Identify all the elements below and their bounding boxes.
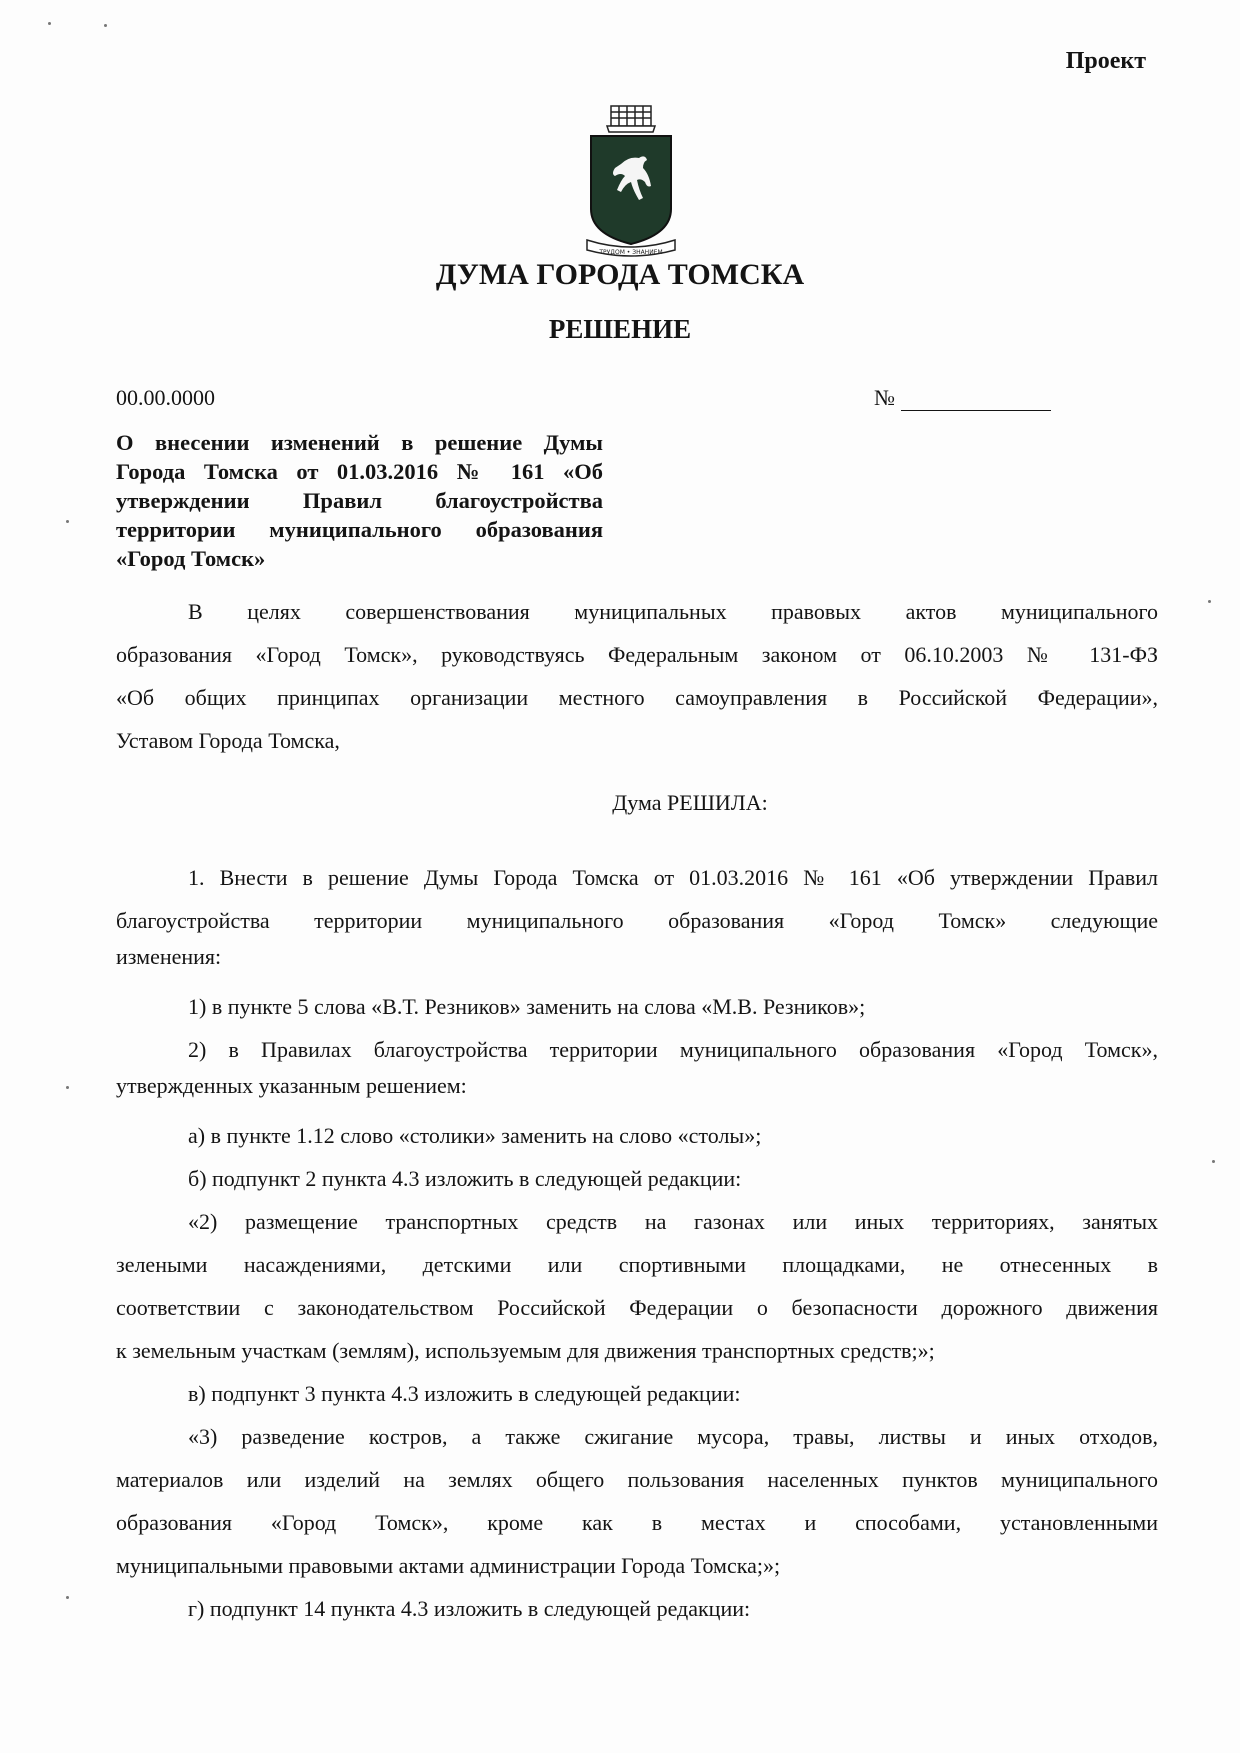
preamble-paragraph: [116, 590, 1158, 762]
text-line: образования «Город Томск», руководствуясь Федеральным законом от 06.10.2003 № 131-ФЗ: [116, 642, 1158, 667]
scan-speck: [104, 24, 107, 27]
text-line: г) подпункт 14 пункта 4.3 изложить в следующей редакции:: [188, 1596, 751, 1621]
decided-label: Дума РЕШИЛА:: [612, 790, 768, 815]
subject-line: территории муниципального образования: [116, 517, 603, 542]
text-line: зелеными насаждениями, детскими или спортивными площадками, не отнесенных в: [116, 1252, 1158, 1277]
item-1-2-paragraph: [116, 1028, 1158, 1101]
scan-speck: [66, 520, 69, 523]
emblem-ribbon-text: ТРУДОМ • ЗНАНИЕМ: [599, 249, 663, 256]
subject-line: утверждении Правил благоустройства: [116, 488, 603, 513]
item-b-text-paragraph: [116, 1200, 1158, 1372]
item-v-paragraph: [116, 1372, 1158, 1415]
text-line: материалов или изделий на землях общего пользования населенных пунктов муниципального: [116, 1467, 1158, 1492]
text-line: изменения:: [116, 944, 222, 969]
subject-line: О внесении изменений в решение Думы: [116, 430, 603, 455]
text-line: в) подпункт 3 пункта 4.3 изложить в следующей редакции:: [188, 1381, 741, 1406]
text-line: В целях совершенствования муниципальных правовых актов муниципального: [188, 599, 1158, 624]
text-line: благоустройства территории муниципального образования «Город Томск» следующие: [116, 908, 1158, 933]
subject-line: Города Томска от 01.03.2016 № 161 «Об: [116, 459, 603, 484]
item-g-paragraph: [116, 1587, 1158, 1630]
item-a-paragraph: [116, 1114, 1158, 1157]
item-1-paragraph: [116, 856, 1158, 972]
document-subject: [116, 428, 603, 573]
item-b-paragraph: [116, 1157, 1158, 1200]
text-line: Уставом Города Томска,: [116, 728, 340, 753]
tomsk-coat-of-arms-emblem: [581, 104, 681, 264]
text-line: б) подпункт 2 пункта 4.3 изложить в следующей редакции:: [188, 1166, 742, 1191]
text-line: к земельным участкам (землям), используемым для движения транспортных средств;»;: [116, 1338, 935, 1363]
subject-line: «Город Томск»: [116, 546, 266, 571]
scan-speck: [1208, 600, 1211, 603]
item-v-text-paragraph: [116, 1415, 1158, 1587]
text-line: «3) разведение костров, а также сжигание мусора, травы, листвы и иных отходов,: [188, 1424, 1158, 1449]
text-line: утвержденных указанным решением:: [116, 1073, 467, 1098]
scan-speck: [1212, 1160, 1215, 1163]
text-line: 2) в Правилах благоустройства территории муниципального образования «Город Томск»,: [188, 1037, 1158, 1062]
org-title: ДУМА ГОРОДА ТОМСКА: [435, 258, 805, 291]
doc-number: [874, 385, 1051, 411]
doc-number-label: №: [874, 385, 895, 410]
text-line: 1. Внести в решение Думы Города Томска от 01.03.2016 № 161 «Об утверждении Правил: [188, 865, 1158, 890]
text-line: 1) в пункте 5 слова «В.Т. Резников» заменить на слова «М.В. Резников»;: [188, 994, 866, 1019]
scan-speck: [66, 1086, 69, 1089]
scan-speck: [66, 1596, 69, 1599]
doc-type-title: РЕШЕНИЕ: [548, 314, 692, 344]
project-label: Проект: [1065, 48, 1146, 74]
doc-number-blank-line: [901, 388, 1051, 411]
text-line: образования «Город Томск», кроме как в местах и способами, установленными: [116, 1510, 1158, 1535]
doc-date: 00.00.0000: [116, 385, 215, 410]
text-line: а) в пункте 1.12 слово «столики» заменить на слово «столы»;: [188, 1123, 762, 1148]
text-line: муниципальными правовыми актами администрации Города Томска;»;: [116, 1553, 781, 1578]
text-line: соответствии с законодательством Российской Федерации о безопасности дорожного движения: [116, 1295, 1158, 1320]
scan-speck: [48, 22, 51, 25]
text-line: «2) размещение транспортных средств на газонах или иных территориях, занятых: [188, 1209, 1158, 1234]
item-1-1-paragraph: [116, 985, 1158, 1028]
text-line: «Об общих принципах организации местного самоуправления в Российской Федерации»,: [116, 685, 1158, 710]
